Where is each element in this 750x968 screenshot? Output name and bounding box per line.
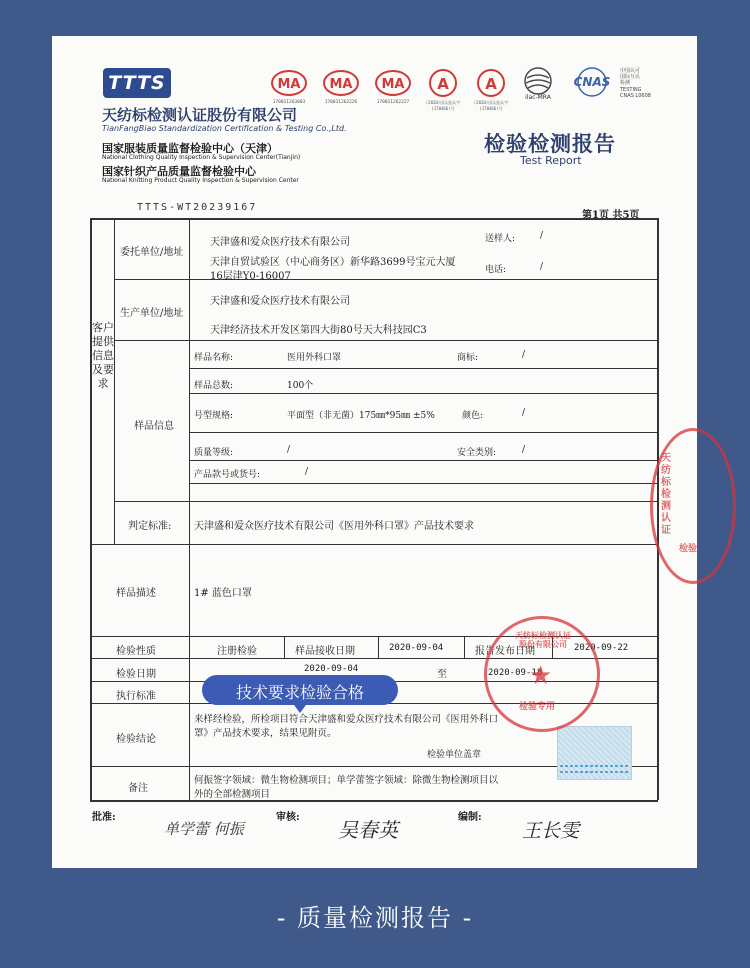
- approve-signature: 单学蕾 何振: [164, 820, 244, 838]
- total-label: 样品总数:: [194, 381, 234, 391]
- sample-desc-value: 1# 蓝色口罩: [194, 588, 252, 599]
- center2-en: National Knitting Product Quality Inspection & Supervision Center: [102, 177, 299, 184]
- standard-value: 天津盛和爱众医疗技术有限公司《医用外科口罩》产品技术要求: [194, 521, 474, 532]
- safety-value: /: [522, 445, 526, 455]
- sidebar-label: 客户提供信息及要求: [92, 321, 114, 390]
- sender-value: /: [540, 231, 544, 241]
- cal-mark-icon: [472, 68, 510, 98]
- svg-text:MA: MA: [329, 77, 353, 92]
- receive-date-value: 2020-09-04: [389, 643, 444, 653]
- review-signature: 吴春英: [338, 818, 398, 842]
- svg-text:A: A: [437, 75, 449, 93]
- phone-value: /: [540, 262, 544, 272]
- client-label: 委托单位/地址: [120, 247, 184, 258]
- client-name: 天津盛和爱众医疗技术有限公司: [210, 237, 350, 248]
- item-no-label: 产品款号或货号:: [194, 470, 261, 480]
- inspect-date-to: 2020-09-18: [488, 668, 543, 678]
- svg-text:MA: MA: [277, 77, 301, 92]
- phone-label: 电话:: [485, 265, 507, 275]
- center1-cn: 国家服装质量监督检验中心（天津）: [102, 142, 278, 155]
- nature-label: 检验性质: [116, 646, 156, 657]
- item-no-value: /: [305, 467, 309, 477]
- producer-address: 天津经济技术开发区第四大街80号天大科技园C3: [210, 325, 427, 336]
- report-title-cn: 检验检测报告: [484, 132, 616, 156]
- report-number: TTTS-WT20239167: [137, 202, 258, 213]
- cnas-side-text: 中国认可 国际互认 检测 TESTING CNAS L0608: [620, 68, 651, 99]
- report-title-en: Test Report: [520, 154, 582, 167]
- exec-standard-label: 执行标准: [116, 691, 156, 702]
- model-value: 平面型（非无菌）175㎜*95㎜ ±5%: [287, 411, 435, 421]
- compile-label: 编制:: [458, 812, 482, 823]
- report-date-label: 报告发布日期: [475, 646, 535, 657]
- cma-mark-icon: [270, 68, 308, 98]
- badge-pointer: [294, 705, 306, 713]
- cma-mark-icon: [374, 68, 412, 98]
- company-name-cn: 天纺标检测认证股份有限公司: [102, 106, 298, 124]
- company-name-en: TianFangBiao Standardization Certification & Testing Co.,Ltd.: [102, 124, 347, 133]
- grade-label: 质量等级:: [194, 448, 234, 458]
- remark-line2: 外的全部检测项目: [194, 789, 271, 800]
- conclusion-line2: 罩》产品技术要求，结果见附页。: [194, 728, 337, 739]
- sample-desc-label: 样品描述: [116, 588, 156, 599]
- seal-label: 检验单位盖章: [427, 750, 482, 760]
- producer-name: 天津盛和爱众医疗技术有限公司: [210, 296, 350, 307]
- sample-info-label: 样品信息: [134, 421, 174, 432]
- color-value: /: [522, 408, 526, 418]
- center1-en: National Clothing Quality Inspection & Supervision Center(Tianjin): [102, 154, 301, 161]
- nature-value: 注册检验: [217, 646, 257, 657]
- svg-text:A: A: [485, 75, 497, 93]
- approve-label: 批准:: [92, 812, 116, 823]
- sender-label: 送样人:: [485, 234, 516, 244]
- sample-name-label: 样品名称:: [194, 353, 234, 363]
- ttts-logo: TTTS: [103, 68, 171, 98]
- cma-mark-icon: [322, 68, 360, 98]
- side-stamp: 天纺标检测认证 检验: [650, 428, 736, 584]
- brand-value: /: [522, 350, 526, 360]
- bottom-caption: - 质量检测报告 -: [276, 904, 474, 932]
- total-value: 100个: [287, 381, 314, 391]
- inspect-date-to-label: 至: [437, 669, 447, 680]
- remark-line1: 何振签字领域：微生物检测项目；单学蕾签字领域：除微生物检测项目以: [194, 775, 499, 786]
- sample-name-value: 医用外科口罩: [287, 353, 342, 363]
- conclusion-line1: 来样经检验，所检项目符合天津盛和爱众医疗技术有限公司《医用外科口: [194, 714, 499, 725]
- report-paper: TTTS 天纺标检测认证股份有限公司 TianFangBiao Standardization Certification & Testing Co.,Ltd. 国家服装质量监督检验中心（天津） National Clothing Quality Inspection & Supervision Center(Tianjin) 国家针织产品质量监督检验中心 National Knitting Product Quality Inspection & Supervision Center MA 170011263083 MA 170011262226 MA 170011262227 A (2020)国认监认字(170466)号 A (2020)国认监认字(170466)号 ilac-MRA CNAS 中国认可 国际互认 检测 TESTING CNAS L0608 检验检测报告 Test Report TTTS-WT20239167 第1页 共5页 客户提供信息及要求 委托单位/地址 天津盛和爱众医疗技术有限公司 天津自贸试验区（中心商务区）新华路3699号宝元大厦 16层津Y0-16007 送样人: / 电话: / 生产单位/地址 天津盛和爱众医疗技术有限公司 天津经济技术开发区第四大街80号天大科技园C3 样品信息 样品名称: 医用外科口罩 商标: / 样品总数: 100个 号型规格: 平面型（非无菌）175㎜*95㎜ ±5% 颜色: / 质量等级: / 安全类别: / 产品款号或货号: / 判定标准: 天津盛和爱众医疗技术有限公司《医用外科口罩》产品技术要求 样品描述 1# 蓝色口罩 检验性质 注册检验 样品接收日期 2020-09-04 报告发布日期 2020-09-22 检验日期 2020-09-04 至 2020-09-18 执行标准 检验结论 来样经检验，所检项目符合天津盛和爱众医疗技术有限公司《医用外科口 罩》产品技术要求，结果见附页。 检验单位盖章 备注 何振签字领域：微生物检测项目；单学蕾签字领域：除微生物检测项目以 外的全部检测项目 天纺标检测认证股份有限公司 ★ 检验专用 天纺标检测认证 检验 批准: 单学蕾 何振 审核: 吴春英 编制: 王长雯: [52, 36, 697, 868]
- svg-text:CNAS: CNAS: [573, 75, 611, 89]
- center2-cn: 国家针织产品质量监督检验中心: [102, 165, 256, 178]
- cal-mark-icon: [424, 68, 462, 98]
- inspection-stamp: 天纺标检测认证股份有限公司 ★ 检验专用: [484, 616, 600, 732]
- compile-signature: 王长雯: [522, 820, 580, 842]
- mask-sample-image: [557, 726, 632, 780]
- svg-text:MA: MA: [381, 77, 405, 92]
- model-label: 号型规格:: [194, 411, 234, 421]
- brand-label: 商标:: [457, 353, 479, 363]
- inspect-date-from: 2020-09-04: [304, 664, 359, 674]
- stamp-star-icon: ★: [529, 661, 553, 691]
- conclusion-label: 检验结论: [116, 734, 156, 745]
- receive-date-label: 样品接收日期: [295, 646, 355, 657]
- qualified-badge: 技术要求检验合格: [202, 675, 398, 705]
- client-address-2: 16层津Y0-16007: [210, 271, 291, 282]
- client-address-1: 天津自贸试验区（中心商务区）新华路3699号宝元大厦: [210, 257, 456, 268]
- grade-value: /: [287, 445, 291, 455]
- color-label: 颜色:: [462, 411, 484, 421]
- safety-label: 安全类别:: [457, 448, 497, 458]
- ilac-mra-icon: [518, 66, 558, 100]
- inspect-date-label: 检验日期: [116, 669, 156, 680]
- standard-label: 判定标准:: [128, 521, 172, 532]
- svg-text:ilac-MRA: ilac-MRA: [525, 94, 551, 100]
- page-info: 第1页 共5页: [582, 210, 640, 221]
- producer-label: 生产单位/地址: [120, 308, 184, 319]
- cnas-icon: [564, 66, 620, 100]
- remark-label: 备注: [128, 783, 148, 794]
- review-label: 审核:: [276, 812, 300, 823]
- report-date-value: 2020-09-22: [574, 643, 629, 653]
